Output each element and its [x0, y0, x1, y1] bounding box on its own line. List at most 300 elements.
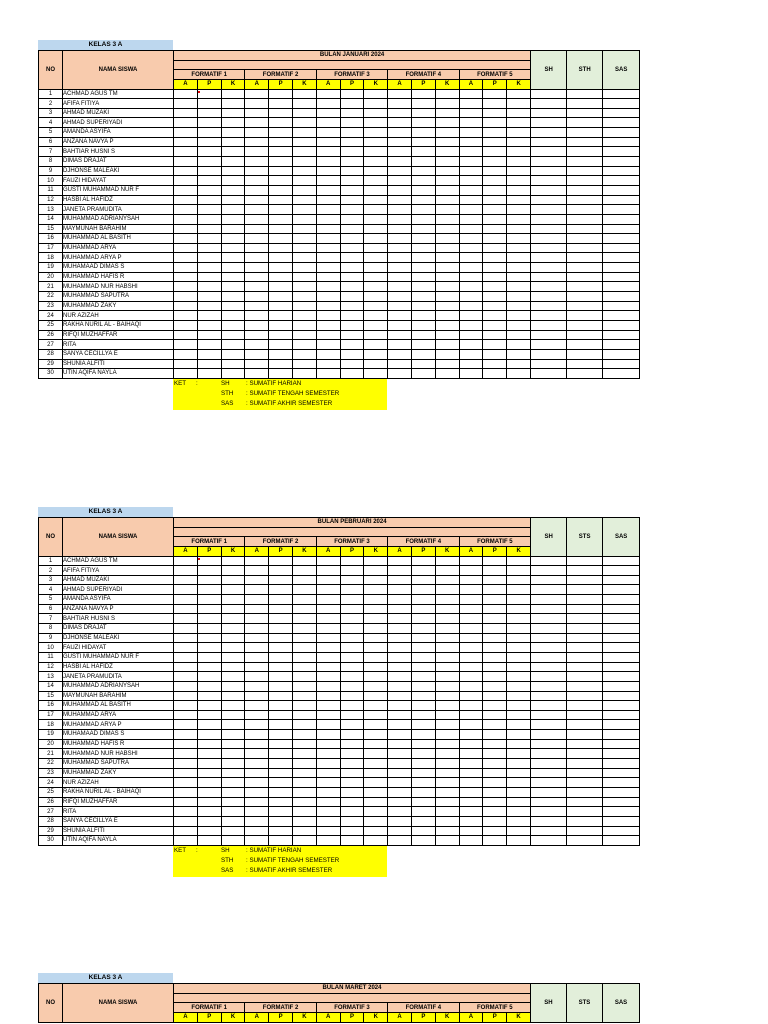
- grade-cell[interactable]: [507, 652, 531, 662]
- grade-cell[interactable]: [245, 340, 269, 350]
- grade-cell[interactable]: [459, 234, 483, 244]
- grade-cell[interactable]: [567, 759, 603, 769]
- grade-cell[interactable]: [269, 359, 293, 369]
- grade-cell[interactable]: [174, 99, 198, 109]
- grade-cell[interactable]: [221, 768, 245, 778]
- grade-cell[interactable]: [292, 224, 316, 234]
- grade-cell[interactable]: [459, 710, 483, 720]
- grade-cell[interactable]: [316, 662, 340, 672]
- grade-cell[interactable]: [435, 585, 459, 595]
- grade-cell[interactable]: [603, 624, 640, 634]
- grade-cell[interactable]: [603, 662, 640, 672]
- grade-cell[interactable]: [269, 585, 293, 595]
- grade-cell[interactable]: [221, 710, 245, 720]
- grade-cell[interactable]: [340, 826, 364, 836]
- grade-cell[interactable]: [603, 359, 640, 369]
- grade-cell[interactable]: [507, 710, 531, 720]
- grade-cell[interactable]: [483, 730, 507, 740]
- grade-cell[interactable]: [567, 263, 603, 273]
- grade-cell[interactable]: [603, 807, 640, 817]
- grade-cell[interactable]: [388, 836, 412, 846]
- grade-cell[interactable]: [459, 826, 483, 836]
- grade-cell[interactable]: [197, 720, 221, 730]
- grade-cell[interactable]: [269, 643, 293, 653]
- grade-cell[interactable]: [174, 224, 198, 234]
- grade-cell[interactable]: [292, 176, 316, 186]
- grade-cell[interactable]: [603, 585, 640, 595]
- grade-cell[interactable]: [459, 768, 483, 778]
- grade-cell[interactable]: [174, 643, 198, 653]
- grade-cell[interactable]: [197, 730, 221, 740]
- grade-cell[interactable]: [507, 224, 531, 234]
- grade-cell[interactable]: [292, 205, 316, 215]
- grade-cell[interactable]: [340, 89, 364, 99]
- grade-cell[interactable]: [221, 89, 245, 99]
- grade-cell[interactable]: [459, 263, 483, 273]
- grade-cell[interactable]: [507, 633, 531, 643]
- grade-cell[interactable]: [340, 176, 364, 186]
- grade-cell[interactable]: [531, 759, 567, 769]
- grade-cell[interactable]: [316, 681, 340, 691]
- grade-cell[interactable]: [531, 340, 567, 350]
- grade-cell[interactable]: [507, 166, 531, 176]
- grade-cell[interactable]: [269, 349, 293, 359]
- grade-cell[interactable]: [483, 681, 507, 691]
- grade-cell[interactable]: [507, 575, 531, 585]
- grade-cell[interactable]: [507, 359, 531, 369]
- grade-cell[interactable]: [531, 185, 567, 195]
- grade-cell[interactable]: [340, 787, 364, 797]
- grade-cell[interactable]: [197, 652, 221, 662]
- grade-cell[interactable]: [567, 195, 603, 205]
- grade-cell[interactable]: [388, 185, 412, 195]
- grade-cell[interactable]: [531, 330, 567, 340]
- grade-cell[interactable]: [316, 330, 340, 340]
- grade-cell[interactable]: [197, 691, 221, 701]
- grade-cell[interactable]: [603, 575, 640, 585]
- grade-cell[interactable]: [603, 214, 640, 224]
- grade-cell[interactable]: [435, 652, 459, 662]
- grade-cell[interactable]: [174, 672, 198, 682]
- grade-cell[interactable]: [507, 340, 531, 350]
- grade-cell[interactable]: [567, 234, 603, 244]
- grade-cell[interactable]: [316, 826, 340, 836]
- grade-cell[interactable]: [269, 759, 293, 769]
- grade-cell[interactable]: [603, 720, 640, 730]
- grade-cell[interactable]: [174, 749, 198, 759]
- grade-cell[interactable]: [292, 147, 316, 157]
- grade-cell[interactable]: [245, 118, 269, 128]
- grade-cell[interactable]: [435, 359, 459, 369]
- grade-cell[interactable]: [567, 720, 603, 730]
- grade-cell[interactable]: [411, 214, 435, 224]
- grade-cell[interactable]: [197, 787, 221, 797]
- grade-cell[interactable]: [459, 301, 483, 311]
- grade-cell[interactable]: [567, 643, 603, 653]
- grade-cell[interactable]: [364, 807, 388, 817]
- grade-cell[interactable]: [364, 595, 388, 605]
- grade-cell[interactable]: [316, 195, 340, 205]
- grade-cell[interactable]: [531, 214, 567, 224]
- grade-cell[interactable]: [174, 292, 198, 302]
- grade-cell[interactable]: [531, 787, 567, 797]
- grade-cell[interactable]: [364, 234, 388, 244]
- grade-cell[interactable]: [411, 556, 435, 566]
- grade-cell[interactable]: [269, 272, 293, 282]
- grade-cell[interactable]: [316, 128, 340, 138]
- grade-cell[interactable]: [459, 595, 483, 605]
- grade-cell[interactable]: [340, 349, 364, 359]
- grade-cell[interactable]: [388, 108, 412, 118]
- grade-cell[interactable]: [435, 633, 459, 643]
- grade-cell[interactable]: [603, 787, 640, 797]
- grade-cell[interactable]: [507, 643, 531, 653]
- grade-cell[interactable]: [567, 604, 603, 614]
- grade-cell[interactable]: [292, 263, 316, 273]
- grade-cell[interactable]: [245, 330, 269, 340]
- grade-cell[interactable]: [174, 195, 198, 205]
- grade-cell[interactable]: [531, 585, 567, 595]
- grade-cell[interactable]: [483, 157, 507, 167]
- grade-cell[interactable]: [245, 604, 269, 614]
- grade-cell[interactable]: [435, 575, 459, 585]
- grade-cell[interactable]: [531, 701, 567, 711]
- grade-cell[interactable]: [435, 759, 459, 769]
- grade-cell[interactable]: [197, 243, 221, 253]
- grade-cell[interactable]: [364, 797, 388, 807]
- grade-cell[interactable]: [292, 320, 316, 330]
- grade-cell[interactable]: [269, 89, 293, 99]
- grade-cell[interactable]: [411, 691, 435, 701]
- grade-cell[interactable]: [435, 185, 459, 195]
- grade-cell[interactable]: [197, 585, 221, 595]
- grade-cell[interactable]: [411, 128, 435, 138]
- grade-cell[interactable]: [435, 701, 459, 711]
- grade-cell[interactable]: [435, 263, 459, 273]
- grade-cell[interactable]: [221, 214, 245, 224]
- grade-cell[interactable]: [292, 710, 316, 720]
- grade-cell[interactable]: [364, 185, 388, 195]
- grade-cell[interactable]: [507, 595, 531, 605]
- grade-cell[interactable]: [245, 556, 269, 566]
- grade-cell[interactable]: [411, 253, 435, 263]
- grade-cell[interactable]: [459, 614, 483, 624]
- grade-cell[interactable]: [316, 369, 340, 379]
- grade-cell[interactable]: [483, 575, 507, 585]
- grade-cell[interactable]: [411, 292, 435, 302]
- grade-cell[interactable]: [245, 681, 269, 691]
- grade-cell[interactable]: [507, 681, 531, 691]
- grade-cell[interactable]: [567, 301, 603, 311]
- grade-cell[interactable]: [221, 652, 245, 662]
- grade-cell[interactable]: [221, 118, 245, 128]
- grade-cell[interactable]: [435, 253, 459, 263]
- grade-cell[interactable]: [221, 749, 245, 759]
- grade-cell[interactable]: [483, 797, 507, 807]
- grade-cell[interactable]: [245, 575, 269, 585]
- grade-cell[interactable]: [411, 826, 435, 836]
- grade-cell[interactable]: [507, 89, 531, 99]
- grade-cell[interactable]: [531, 128, 567, 138]
- grade-cell[interactable]: [292, 575, 316, 585]
- grade-cell[interactable]: [197, 157, 221, 167]
- grade-cell[interactable]: [531, 166, 567, 176]
- grade-cell[interactable]: [435, 730, 459, 740]
- grade-cell[interactable]: [221, 614, 245, 624]
- grade-cell[interactable]: [435, 604, 459, 614]
- grade-cell[interactable]: [459, 108, 483, 118]
- grade-cell[interactable]: [245, 585, 269, 595]
- grade-cell[interactable]: [364, 330, 388, 340]
- grade-cell[interactable]: [388, 89, 412, 99]
- grade-cell[interactable]: [603, 826, 640, 836]
- grade-cell[interactable]: [603, 701, 640, 711]
- grade-cell[interactable]: [531, 575, 567, 585]
- grade-cell[interactable]: [292, 787, 316, 797]
- grade-cell[interactable]: [340, 652, 364, 662]
- grade-cell[interactable]: [603, 320, 640, 330]
- grade-cell[interactable]: [269, 243, 293, 253]
- grade-cell[interactable]: [435, 166, 459, 176]
- grade-cell[interactable]: [483, 166, 507, 176]
- grade-cell[interactable]: [364, 272, 388, 282]
- grade-cell[interactable]: [316, 224, 340, 234]
- grade-cell[interactable]: [292, 137, 316, 147]
- grade-cell[interactable]: [459, 778, 483, 788]
- grade-cell[interactable]: [483, 137, 507, 147]
- grade-cell[interactable]: [411, 282, 435, 292]
- grade-cell[interactable]: [292, 681, 316, 691]
- grade-cell[interactable]: [603, 224, 640, 234]
- grade-cell[interactable]: [435, 681, 459, 691]
- grade-cell[interactable]: [483, 340, 507, 350]
- grade-cell[interactable]: [388, 807, 412, 817]
- grade-cell[interactable]: [197, 624, 221, 634]
- grade-cell[interactable]: [411, 575, 435, 585]
- grade-cell[interactable]: [197, 816, 221, 826]
- grade-cell[interactable]: [174, 614, 198, 624]
- grade-cell[interactable]: [245, 826, 269, 836]
- grade-cell[interactable]: [364, 99, 388, 109]
- grade-cell[interactable]: [483, 369, 507, 379]
- grade-cell[interactable]: [483, 595, 507, 605]
- grade-cell[interactable]: [197, 166, 221, 176]
- grade-cell[interactable]: [435, 836, 459, 846]
- grade-cell[interactable]: [435, 349, 459, 359]
- grade-cell[interactable]: [174, 720, 198, 730]
- grade-cell[interactable]: [411, 89, 435, 99]
- grade-cell[interactable]: [340, 118, 364, 128]
- grade-cell[interactable]: [531, 349, 567, 359]
- grade-cell[interactable]: [292, 604, 316, 614]
- grade-cell[interactable]: [507, 662, 531, 672]
- grade-cell[interactable]: [174, 826, 198, 836]
- grade-cell[interactable]: [245, 157, 269, 167]
- grade-cell[interactable]: [567, 185, 603, 195]
- grade-cell[interactable]: [603, 739, 640, 749]
- grade-cell[interactable]: [340, 359, 364, 369]
- grade-cell[interactable]: [316, 566, 340, 576]
- grade-cell[interactable]: [316, 633, 340, 643]
- grade-cell[interactable]: [174, 214, 198, 224]
- grade-cell[interactable]: [174, 128, 198, 138]
- grade-cell[interactable]: [292, 349, 316, 359]
- grade-cell[interactable]: [483, 330, 507, 340]
- grade-cell[interactable]: [269, 176, 293, 186]
- grade-cell[interactable]: [174, 691, 198, 701]
- grade-cell[interactable]: [531, 369, 567, 379]
- grade-cell[interactable]: [174, 349, 198, 359]
- grade-cell[interactable]: [269, 624, 293, 634]
- grade-cell[interactable]: [197, 195, 221, 205]
- grade-cell[interactable]: [340, 137, 364, 147]
- grade-cell[interactable]: [197, 349, 221, 359]
- grade-cell[interactable]: [507, 214, 531, 224]
- grade-cell[interactable]: [388, 797, 412, 807]
- grade-cell[interactable]: [531, 710, 567, 720]
- grade-cell[interactable]: [245, 759, 269, 769]
- grade-cell[interactable]: [388, 575, 412, 585]
- grade-cell[interactable]: [364, 108, 388, 118]
- grade-cell[interactable]: [483, 672, 507, 682]
- grade-cell[interactable]: [435, 195, 459, 205]
- grade-cell[interactable]: [269, 292, 293, 302]
- grade-cell[interactable]: [435, 768, 459, 778]
- grade-cell[interactable]: [292, 730, 316, 740]
- grade-cell[interactable]: [197, 826, 221, 836]
- grade-cell[interactable]: [603, 118, 640, 128]
- grade-cell[interactable]: [567, 166, 603, 176]
- grade-cell[interactable]: [197, 556, 221, 566]
- grade-cell[interactable]: [245, 643, 269, 653]
- grade-cell[interactable]: [364, 585, 388, 595]
- grade-cell[interactable]: [245, 282, 269, 292]
- grade-cell[interactable]: [292, 369, 316, 379]
- grade-cell[interactable]: [567, 205, 603, 215]
- grade-cell[interactable]: [245, 369, 269, 379]
- grade-cell[interactable]: [507, 301, 531, 311]
- grade-cell[interactable]: [269, 166, 293, 176]
- grade-cell[interactable]: [459, 349, 483, 359]
- grade-cell[interactable]: [507, 108, 531, 118]
- grade-cell[interactable]: [340, 166, 364, 176]
- grade-cell[interactable]: [197, 224, 221, 234]
- grade-cell[interactable]: [567, 157, 603, 167]
- grade-cell[interactable]: [388, 566, 412, 576]
- grade-cell[interactable]: [531, 836, 567, 846]
- grade-cell[interactable]: [269, 311, 293, 321]
- grade-cell[interactable]: [435, 282, 459, 292]
- grade-cell[interactable]: [411, 205, 435, 215]
- grade-cell[interactable]: [507, 778, 531, 788]
- grade-cell[interactable]: [245, 624, 269, 634]
- grade-cell[interactable]: [340, 224, 364, 234]
- grade-cell[interactable]: [603, 263, 640, 273]
- grade-cell[interactable]: [567, 214, 603, 224]
- grade-cell[interactable]: [435, 108, 459, 118]
- grade-cell[interactable]: [197, 282, 221, 292]
- grade-cell[interactable]: [435, 340, 459, 350]
- grade-cell[interactable]: [507, 157, 531, 167]
- grade-cell[interactable]: [567, 89, 603, 99]
- grade-cell[interactable]: [507, 185, 531, 195]
- grade-cell[interactable]: [174, 330, 198, 340]
- grade-cell[interactable]: [531, 681, 567, 691]
- grade-cell[interactable]: [221, 330, 245, 340]
- grade-cell[interactable]: [197, 176, 221, 186]
- grade-cell[interactable]: [388, 263, 412, 273]
- grade-cell[interactable]: [603, 166, 640, 176]
- grade-cell[interactable]: [245, 99, 269, 109]
- grade-cell[interactable]: [364, 730, 388, 740]
- grade-cell[interactable]: [459, 816, 483, 826]
- grade-cell[interactable]: [411, 624, 435, 634]
- grade-cell[interactable]: [411, 604, 435, 614]
- grade-cell[interactable]: [340, 807, 364, 817]
- grade-cell[interactable]: [435, 556, 459, 566]
- grade-cell[interactable]: [567, 575, 603, 585]
- grade-cell[interactable]: [531, 301, 567, 311]
- grade-cell[interactable]: [269, 340, 293, 350]
- grade-cell[interactable]: [364, 701, 388, 711]
- grade-cell[interactable]: [174, 739, 198, 749]
- grade-cell[interactable]: [221, 691, 245, 701]
- grade-cell[interactable]: [507, 701, 531, 711]
- grade-cell[interactable]: [531, 614, 567, 624]
- grade-cell[interactable]: [197, 807, 221, 817]
- grade-cell[interactable]: [316, 340, 340, 350]
- grade-cell[interactable]: [221, 128, 245, 138]
- grade-cell[interactable]: [245, 701, 269, 711]
- grade-cell[interactable]: [174, 556, 198, 566]
- grade-cell[interactable]: [221, 108, 245, 118]
- grade-cell[interactable]: [411, 797, 435, 807]
- grade-cell[interactable]: [435, 826, 459, 836]
- grade-cell[interactable]: [435, 89, 459, 99]
- grade-cell[interactable]: [292, 166, 316, 176]
- grade-cell[interactable]: [507, 826, 531, 836]
- grade-cell[interactable]: [459, 575, 483, 585]
- grade-cell[interactable]: [411, 595, 435, 605]
- grade-cell[interactable]: [245, 836, 269, 846]
- grade-cell[interactable]: [174, 311, 198, 321]
- grade-cell[interactable]: [340, 330, 364, 340]
- grade-cell[interactable]: [174, 681, 198, 691]
- grade-cell[interactable]: [364, 176, 388, 186]
- grade-cell[interactable]: [483, 652, 507, 662]
- grade-cell[interactable]: [411, 137, 435, 147]
- grade-cell[interactable]: [435, 778, 459, 788]
- grade-cell[interactable]: [483, 89, 507, 99]
- grade-cell[interactable]: [292, 643, 316, 653]
- grade-cell[interactable]: [340, 301, 364, 311]
- grade-cell[interactable]: [567, 272, 603, 282]
- grade-cell[interactable]: [245, 108, 269, 118]
- grade-cell[interactable]: [388, 157, 412, 167]
- grade-cell[interactable]: [364, 739, 388, 749]
- grade-cell[interactable]: [221, 157, 245, 167]
- grade-cell[interactable]: [269, 301, 293, 311]
- grade-cell[interactable]: [197, 836, 221, 846]
- grade-cell[interactable]: [435, 710, 459, 720]
- grade-cell[interactable]: [603, 292, 640, 302]
- grade-cell[interactable]: [567, 566, 603, 576]
- grade-cell[interactable]: [507, 730, 531, 740]
- grade-cell[interactable]: [388, 701, 412, 711]
- grade-cell[interactable]: [483, 778, 507, 788]
- grade-cell[interactable]: [411, 807, 435, 817]
- grade-cell[interactable]: [340, 205, 364, 215]
